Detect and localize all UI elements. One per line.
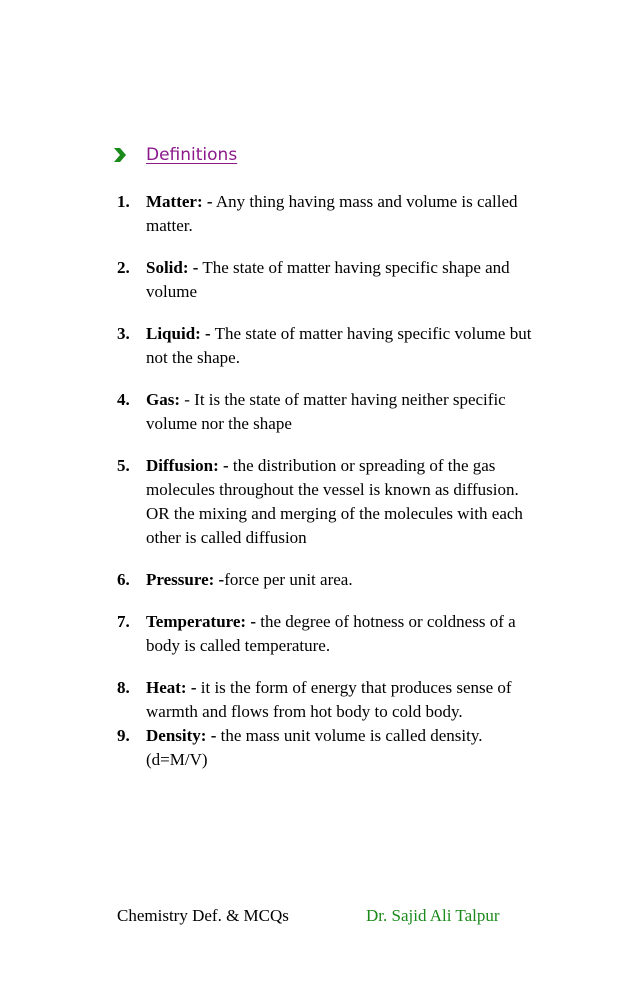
item-number: 6. xyxy=(117,570,130,589)
item-text: the distribution or spreading of the gas molecules throughout the vessel is known as diffusion. OR the mixing and merging of the molecules with each other is called diffusion xyxy=(146,456,523,547)
item-number: 1. xyxy=(117,192,130,211)
item-term: Solid: - xyxy=(146,258,199,277)
item-term: Temperature: - xyxy=(146,612,257,631)
item-text: the degree of hotness or coldness of a body is called temperature. xyxy=(146,612,516,655)
item-number: 5. xyxy=(117,456,130,475)
footer-author: Dr. Sajid Ali Talpur xyxy=(366,906,500,925)
arrow-bullet-icon xyxy=(113,147,127,163)
section-heading xyxy=(113,143,237,167)
item-number: 9. xyxy=(117,726,130,745)
item-term: Diffusion: - xyxy=(146,456,229,475)
item-text: Any thing having mass and volume is called matter. xyxy=(146,192,518,235)
item-term: Gas: xyxy=(146,390,180,409)
item-term: Density: - xyxy=(146,726,217,745)
list-item xyxy=(117,724,537,772)
list-item xyxy=(117,322,537,370)
item-term: Pressure: - xyxy=(146,570,225,589)
item-number: 3. xyxy=(117,324,130,343)
item-number: 8. xyxy=(117,678,130,697)
list-item xyxy=(117,676,537,724)
item-term: Matter: - xyxy=(146,192,213,211)
item-text: The state of matter having specific volume but not the shape. xyxy=(146,324,532,367)
list-item xyxy=(117,568,537,592)
list-item xyxy=(117,190,537,238)
item-term: Heat: - xyxy=(146,678,197,697)
item-number: 7. xyxy=(117,612,130,631)
item-text: - It is the state of matter having neither specific volume nor the shape xyxy=(146,390,506,433)
definitions-list xyxy=(117,190,537,772)
item-text: The state of matter having specific shape and volume xyxy=(146,258,510,301)
list-item xyxy=(117,454,537,550)
item-text: force per unit area. xyxy=(224,570,353,589)
item-text: the mass unit volume is called density. (d=M/V) xyxy=(146,726,483,769)
footer-title: Chemistry Def. & MCQs xyxy=(117,906,289,925)
heading-title: Definitions xyxy=(146,145,238,165)
item-number: 2. xyxy=(117,258,130,277)
item-term: Liquid: - xyxy=(146,324,211,343)
item-text: it is the form of energy that produces sense of warmth and flows from hot body to cold body. xyxy=(146,678,512,721)
list-item xyxy=(117,256,537,304)
list-item xyxy=(117,610,537,658)
list-item xyxy=(117,388,537,436)
item-number: 4. xyxy=(117,390,130,409)
